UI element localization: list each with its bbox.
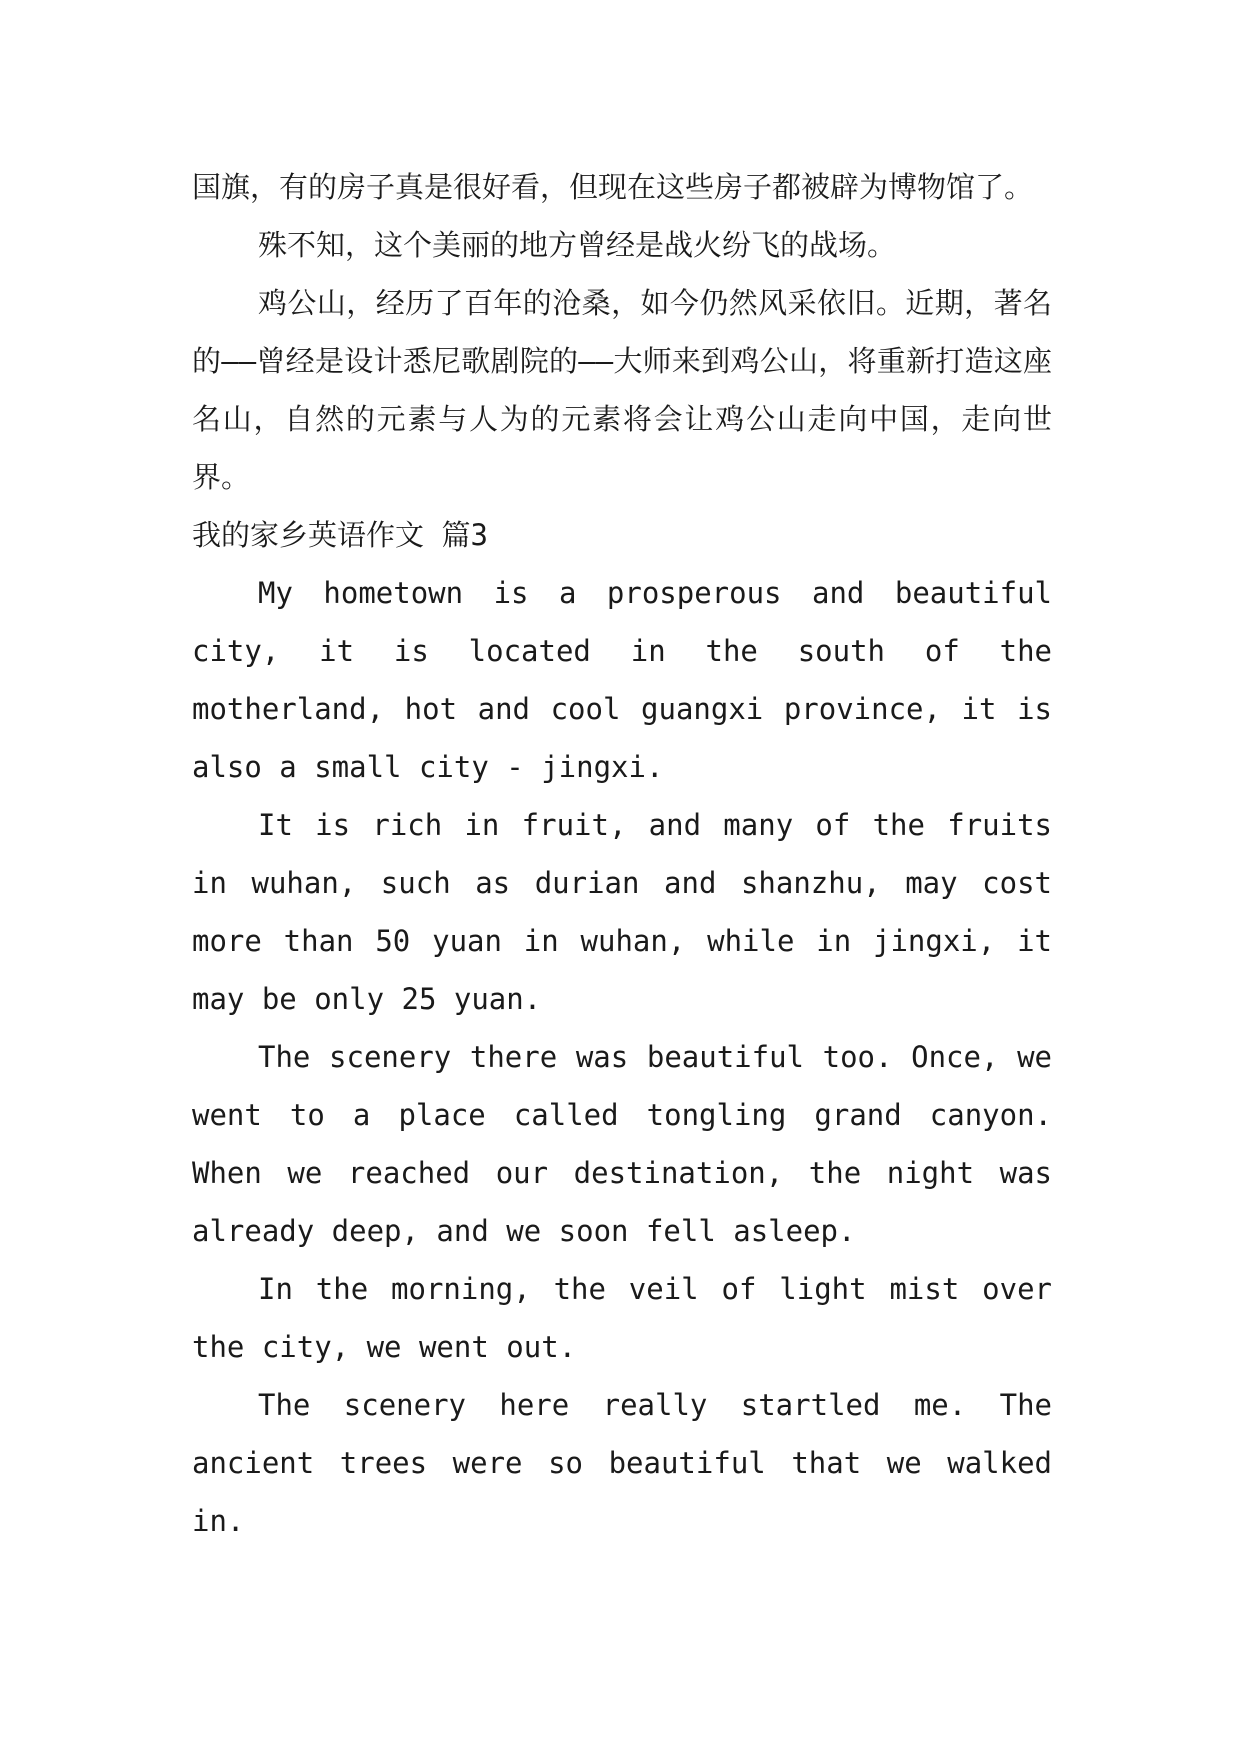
paragraph: The scenery here really startled me. The ancient trees were so beautiful that we walked in. — [192, 1388, 1052, 1538]
paragraph: In the morning, the veil of light mist over the city, we went out. — [192, 1272, 1052, 1364]
paragraph: 殊不知，这个美丽的地方曾经是战火纷飞的战场。 — [258, 228, 897, 262]
paragraph: 鸡公山，经历了百年的沧桑，如今仍然风采依旧。近期，著名的——曾经是设计悉尼歌剧院的——大师来到鸡公山，将重新打造这座名山，自然的元素与人为的元素将会让鸡公山走向中国，走向世界。 — [192, 286, 1052, 494]
paragraph: It is rich in fruit, and many of the fruits in wuhan, such as durian and shanzhu, may cost more than 50 yuan in wuhan, while in jingxi, it may be only 25 yuan. — [192, 808, 1052, 1016]
paragraph: My hometown is a prosperous and beautiful city, it is located in the south of the motherland, hot and cool guangxi province, it is also a small city - jingxi. — [192, 576, 1052, 784]
paragraph-continued: 国旗，有的房子真是很好看，但现在这些房子都被辟为博物馆了。 — [192, 170, 1034, 204]
document-body — [192, 158, 1052, 1550]
paragraph: The scenery there was beautiful too. Once, we went to a place called tongling grand canyon. When we reached our destination, the night was already deep, and we soon fell asleep. — [192, 1040, 1052, 1248]
section-heading: 我的家乡英语作文 篇3 — [192, 518, 488, 552]
